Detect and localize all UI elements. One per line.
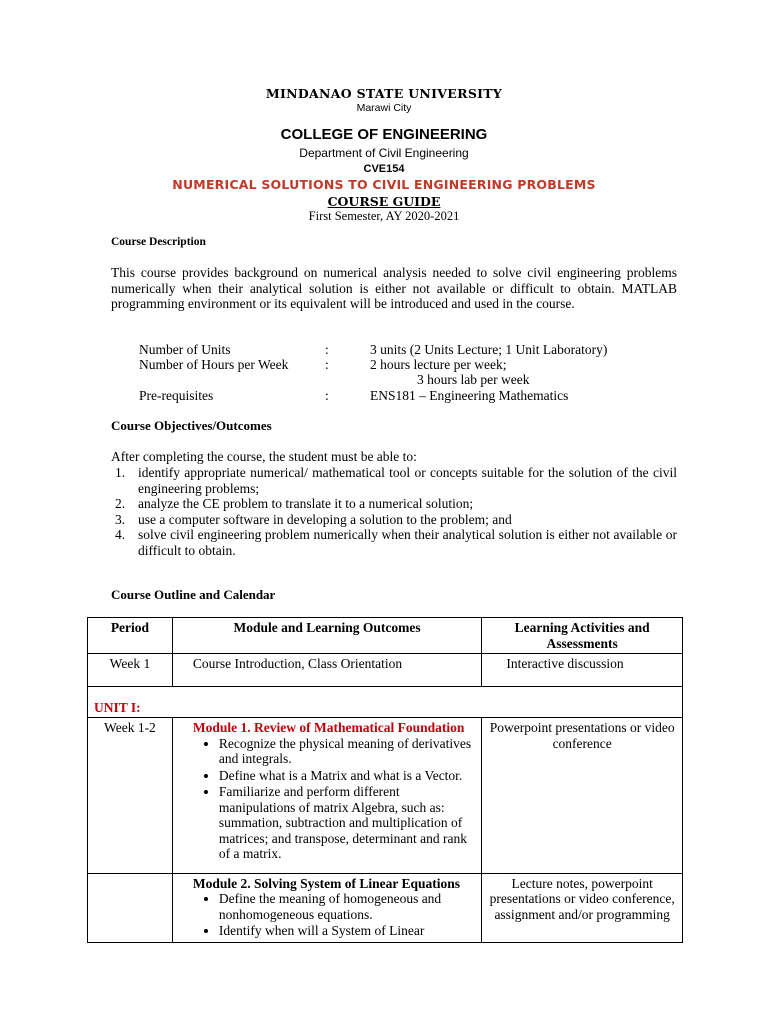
objective-number: 1.: [115, 465, 126, 480]
prereq-value: ENS181 – Engineering Mathematics: [370, 388, 569, 403]
university-city: Marawi City: [356, 102, 412, 114]
outline-heading: Course Outline and Calendar: [111, 587, 276, 602]
period-cell: [88, 873, 173, 942]
learning-outcomes-list: [179, 891, 475, 939]
hours-colon: :: [325, 357, 329, 372]
hours-label: Number of Hours per Week: [139, 357, 289, 372]
units-colon: :: [325, 342, 329, 357]
objective-text: use a computer software in developing a solution to the problem; and: [138, 512, 512, 527]
activity-cell: Lecture notes, powerpoint presentations or video conference, assignment and/or programming: [482, 873, 683, 942]
module-cell: [172, 718, 481, 874]
module-cell: [172, 873, 481, 942]
list-item: • Define the meaning of homogeneous and nonhomogeneous equations.: [219, 891, 475, 922]
activity-text: Interactive discussion: [506, 656, 624, 671]
hours-value-lecture: 2 hours lecture per week;: [370, 357, 507, 372]
units-value: 3 units (2 Units Lecture; 1 Unit Laboratory): [370, 342, 608, 357]
period-cell: Week 1: [88, 654, 173, 687]
column-header-activities: Learning Activities and Assessments: [482, 618, 683, 654]
objectives-intro: After completing the course, the student must be able to:: [111, 449, 417, 464]
module-title: Module 1. Review of Mathematical Foundation: [192, 720, 465, 735]
objective-number: 2.: [115, 496, 126, 511]
course-title: NUMERICAL SOLUTIONS TO CIVIL ENGINEERING PROBLEMS: [172, 177, 596, 192]
units-label: Number of Units: [139, 342, 231, 357]
activity-cell: [482, 654, 683, 687]
objective-text: solve civil engineering problem numerically when their analytical solution is either not available or difficult to obtain.: [138, 527, 677, 558]
table-row: [88, 718, 683, 874]
objective-number: 3.: [115, 512, 126, 527]
list-item: • Identify when will a System of Linear: [219, 923, 475, 939]
course-guide-title: COURSE GUIDE: [327, 194, 441, 209]
activity-cell: Powerpoint presentations or video conference: [482, 718, 683, 874]
college-name: COLLEGE OF ENGINEERING: [280, 126, 488, 143]
column-header-period: Period: [88, 618, 173, 654]
objective-text: identify appropriate numerical/ mathematical tool or concepts suitable for the solution of the civil engineering problems;: [138, 465, 677, 496]
unit-row: [88, 687, 683, 718]
objective-number: 4.: [115, 527, 126, 542]
course-description-text: This course provides background on numerical analysis needed to solve civil engineering problems numerically when their analytical solution is either not available or difficult to obtain. MATLAB programming environment or its equivalent will be introduced and used in the course.: [111, 265, 677, 311]
unit-label: UNIT I:: [94, 699, 141, 715]
course-description-heading: Course Description: [111, 236, 206, 248]
prereq-colon: :: [325, 388, 329, 403]
learning-outcomes-list: [179, 736, 475, 862]
table-header-row: [88, 618, 683, 654]
hours-value-lab: 3 hours lab per week: [417, 372, 530, 387]
department-name: Department of Civil Engineering: [299, 146, 469, 160]
module-title: Module 2. Solving System of Linear Equations: [192, 875, 461, 891]
column-header-module: Module and Learning Outcomes: [172, 618, 481, 654]
period-cell: Week 1-2: [88, 718, 173, 874]
semester: First Semester, AY 2020-2021: [308, 209, 460, 223]
table-row: [88, 873, 683, 942]
prereq-label: Pre-requisites: [139, 388, 214, 403]
university-name: MINDANAO STATE UNIVERSITY: [265, 86, 503, 101]
course-outline-table: [87, 617, 683, 943]
module-cell: [172, 654, 481, 687]
list-item: • Define what is a Matrix and what is a Vector.: [219, 768, 475, 784]
unit-cell: [88, 687, 683, 718]
table-row: [88, 654, 683, 687]
list-item: • Familiarize and perform different manipulations of matrix Algebra, such as: summation, subtraction and multiplication of matrices; and transpose, determinant and rank of a matrix.: [219, 784, 475, 862]
objectives-heading: Course Objectives/Outcomes: [111, 418, 272, 433]
course-code: CVE154: [363, 163, 405, 175]
module-text: Course Introduction, Class Orientation: [192, 656, 403, 671]
list-item: • Recognize the physical meaning of derivatives and integrals.: [219, 736, 475, 767]
objective-text: analyze the CE problem to translate it to a numerical solution;: [138, 496, 474, 511]
